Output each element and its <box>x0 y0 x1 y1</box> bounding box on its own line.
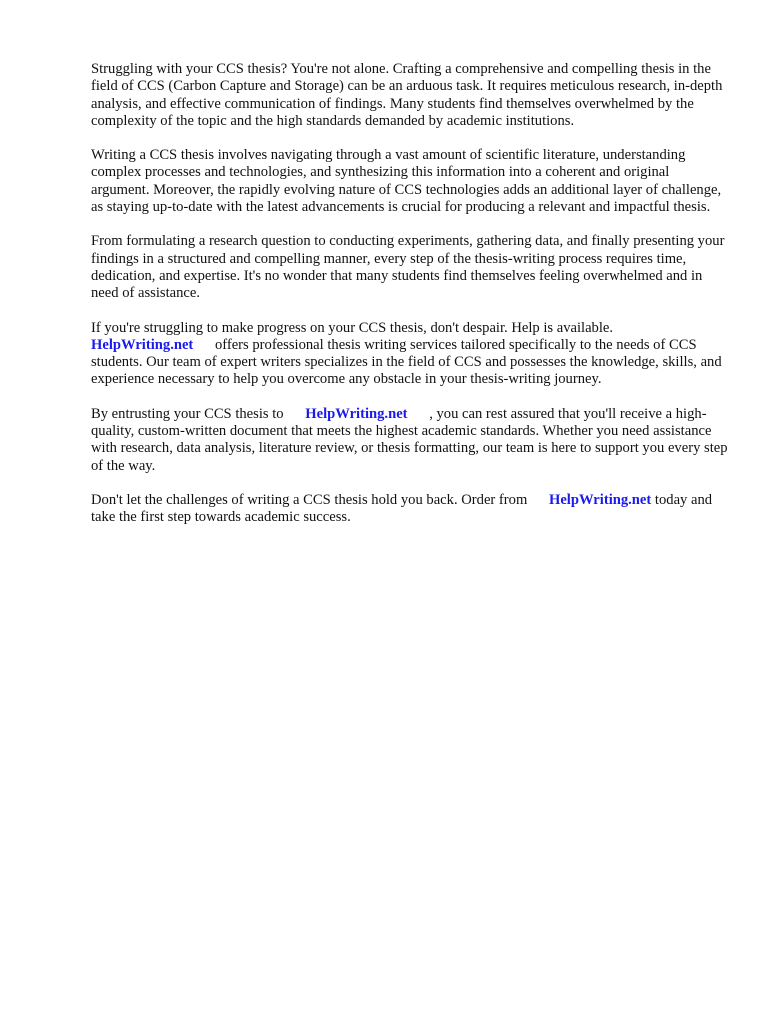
paragraph-challenges: Writing a CCS thesis involves navigating through a vast amount of scientific literature, understanding complex processes and technologies, and synthesizing this information into a coherent and original argument. Moreover, the rapidly evolving nature of CCS technologies adds an additional layer of challenge, as staying up-to-date with the latest advancements is crucial for producing a relevant and impactful thesis. <box>91 147 722 216</box>
paragraph-call-to-action <box>91 492 731 527</box>
paragraph-intro: Struggling with your CCS thesis? You're not alone. Crafting a comprehensive and compelling thesis in the field of CCS (Carbon Capture and Storage) can be an arduous task. It requires meticulous research, in-depth analysis, and effective communication of findings. Many students find themselves overwhelmed by the complexity of the topic and the high standards demanded by academic institutions. <box>91 61 723 129</box>
document-body <box>91 61 731 544</box>
paragraph-entrusting-text-before: By entrusting your CCS thesis to <box>91 405 284 422</box>
paragraph-entrusting-text-after: , you can rest assured that you'll receive a high-quality, custom-written document that meets the highest academic standards. Whether you need assistance with research, data analysis, literature review, or thesis formatting, our team is here to support you every step of the way. <box>91 405 728 474</box>
helpwriting-link[interactable]: HelpWriting.net <box>305 405 408 422</box>
paragraph-cta-text-before: Don't let the challenges of writing a CCS thesis hold you back. Order from <box>91 491 528 508</box>
paragraph-process: From formulating a research question to conducting experiments, gathering data, and finally presenting your findings in a structured and compelling manner, every step of the thesis-writing process requires time, dedication, and expertise. It's no wonder that many students find themselves feeling overwhelmed and in need of assistance. <box>91 233 725 302</box>
paragraph-help-text-after: offers professional thesis writing services tailored specifically to the needs of CCS students. Our team of expert writers specializes in the field of CCS and possesses the knowledge, skills, and experience necessary to help you overcome any obstacle in your thesis-writing journey. <box>91 336 722 388</box>
paragraph-help <box>91 320 731 389</box>
helpwriting-link[interactable]: HelpWriting.net <box>548 491 652 508</box>
paragraph-cta-text-after: today and take the first step towards academic success. <box>91 491 713 526</box>
paragraph-help-text-before: If you're struggling to make progress on your CCS thesis, don't despair. Help is available. <box>91 319 614 336</box>
paragraph-entrusting <box>91 406 731 475</box>
helpwriting-link[interactable]: HelpWriting.net <box>91 336 194 353</box>
